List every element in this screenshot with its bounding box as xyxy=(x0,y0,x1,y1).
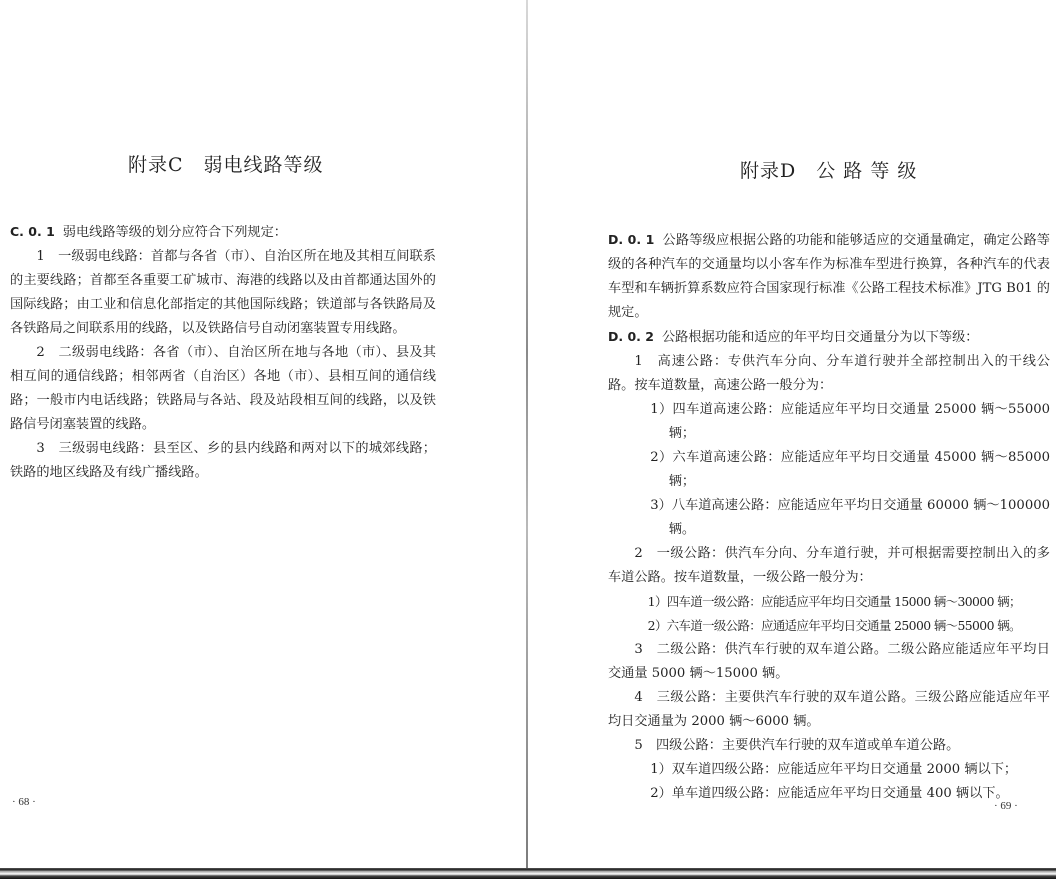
grade-item-3: 3 三级弱电线路：县至区、乡的县内线路和两对以下的城郊线路；铁路的地区线路及有线广播线路。 xyxy=(10,441,436,480)
grade-item-1: 1 一级弱电线路：首都与各省（市）、自治区所在地及其相互间联系的主要线路；首都至各重要工矿城市、海港的线路以及由首都通达国外的国际线路；由工业和信息化部指定的其他国际线路；铁道部与各铁路局及各铁路局之间联系用的线路，以及铁路信号自动闭塞装置专用线路。 xyxy=(10,249,436,336)
clause-number: D. 0. 2 xyxy=(608,329,654,344)
clause-d-0-2 xyxy=(608,325,1050,350)
clause-d-0-1 xyxy=(608,228,1050,325)
page-number-left: · 68 · xyxy=(12,796,36,808)
highway-sub-item: 2）单车道四级公路：应能适应年平均日交通量 400 辆以下。 xyxy=(650,786,1009,801)
highway-sub-item: 2）六车道一级公路：应通适应年平均日交通量 25000 辆～55000 辆。 xyxy=(647,618,1021,633)
appendix-c-body xyxy=(10,220,436,485)
scan-bottom-edge xyxy=(0,868,1056,879)
right-page xyxy=(534,0,1056,868)
clause-text: 公路根据功能和适应的年平均日交通量分为以下等级： xyxy=(661,330,979,345)
clause-number: C. 0. 1 xyxy=(10,224,55,239)
clause-text: 弱电线路等级的划分应符合下列规定： xyxy=(62,225,287,240)
clause-c-0-1 xyxy=(10,220,436,245)
highway-item-4: 4 三级公路：主要供汽车行驶的双车道公路。三级公路应能适应年平均日交通量为 2000 辆～6000 辆。 xyxy=(608,690,1050,729)
highway-item-2: 2 一级公路：供汽车分向、分车道行驶，并可根据需要控制出入的多车道公路。按车道数量，一级公路一般分为： xyxy=(608,546,1050,585)
highway-sub-item: 3）八车道高速公路：应能适应年平均日交通量 60000 辆～100000 辆。 xyxy=(650,498,1050,537)
grade-item-2: 2 二级弱电线路：各省（市）、自治区所在地与各地（市）、县及其相互间的通信线路；相邻两省（自治区）各地（市）、县相互间的通信线路；一般市内电话线路；铁路局与各站、段及站段相互间的线路，以及铁路信号闭塞装置的线路。 xyxy=(10,345,436,432)
highway-item-3: 3 二级公路：供汽车行驶的双车道公路。二级公路应能适应年平均日交通量 5000 辆～15000 辆。 xyxy=(608,642,1050,681)
clause-text: 公路等级应根据公路的功能和能够适应的交通量确定，确定公路等级的各种汽车的交通量均以小客车作为标准车型进行换算，各种汽车的代表车型和车辆折算系数应符合国家现行标准《公路工程技术标准》JTG B01 的规定。 xyxy=(608,233,1050,320)
left-page xyxy=(0,0,520,868)
highway-item-5: 5 四级公路：主要供汽车行驶的双车道或单车道公路。 xyxy=(634,738,960,753)
highway-sub-item: 1）四车道一级公路：应能适应平年均日交通量 15000 辆～30000 辆； xyxy=(647,594,1021,609)
highway-item-1: 1 高速公路：专供汽车分向、分车道行驶并全部控制出入的干线公路。按车道数量，高速公路一般分为： xyxy=(608,354,1050,393)
highway-sub-item: 1）双车道四级公路：应能适应年平均日交通量 2000 辆以下； xyxy=(650,762,1018,777)
appendix-c-title: 附录C 弱电线路等级 xyxy=(128,154,324,176)
highway-sub-item: 1）四车道高速公路：应能适应年平均日交通量 25000 辆～55000 辆； xyxy=(650,402,1050,441)
book-spine xyxy=(526,0,528,879)
highway-sub-item: 2）六车道高速公路：应能适应年平均日交通量 45000 辆～85000 辆； xyxy=(650,450,1050,489)
clause-number: D. 0. 1 xyxy=(608,232,655,247)
appendix-d-title: 附录D 公 路 等 级 xyxy=(740,160,918,182)
page-number-right: · 69 · xyxy=(994,800,1018,812)
appendix-d-body xyxy=(608,228,1050,806)
